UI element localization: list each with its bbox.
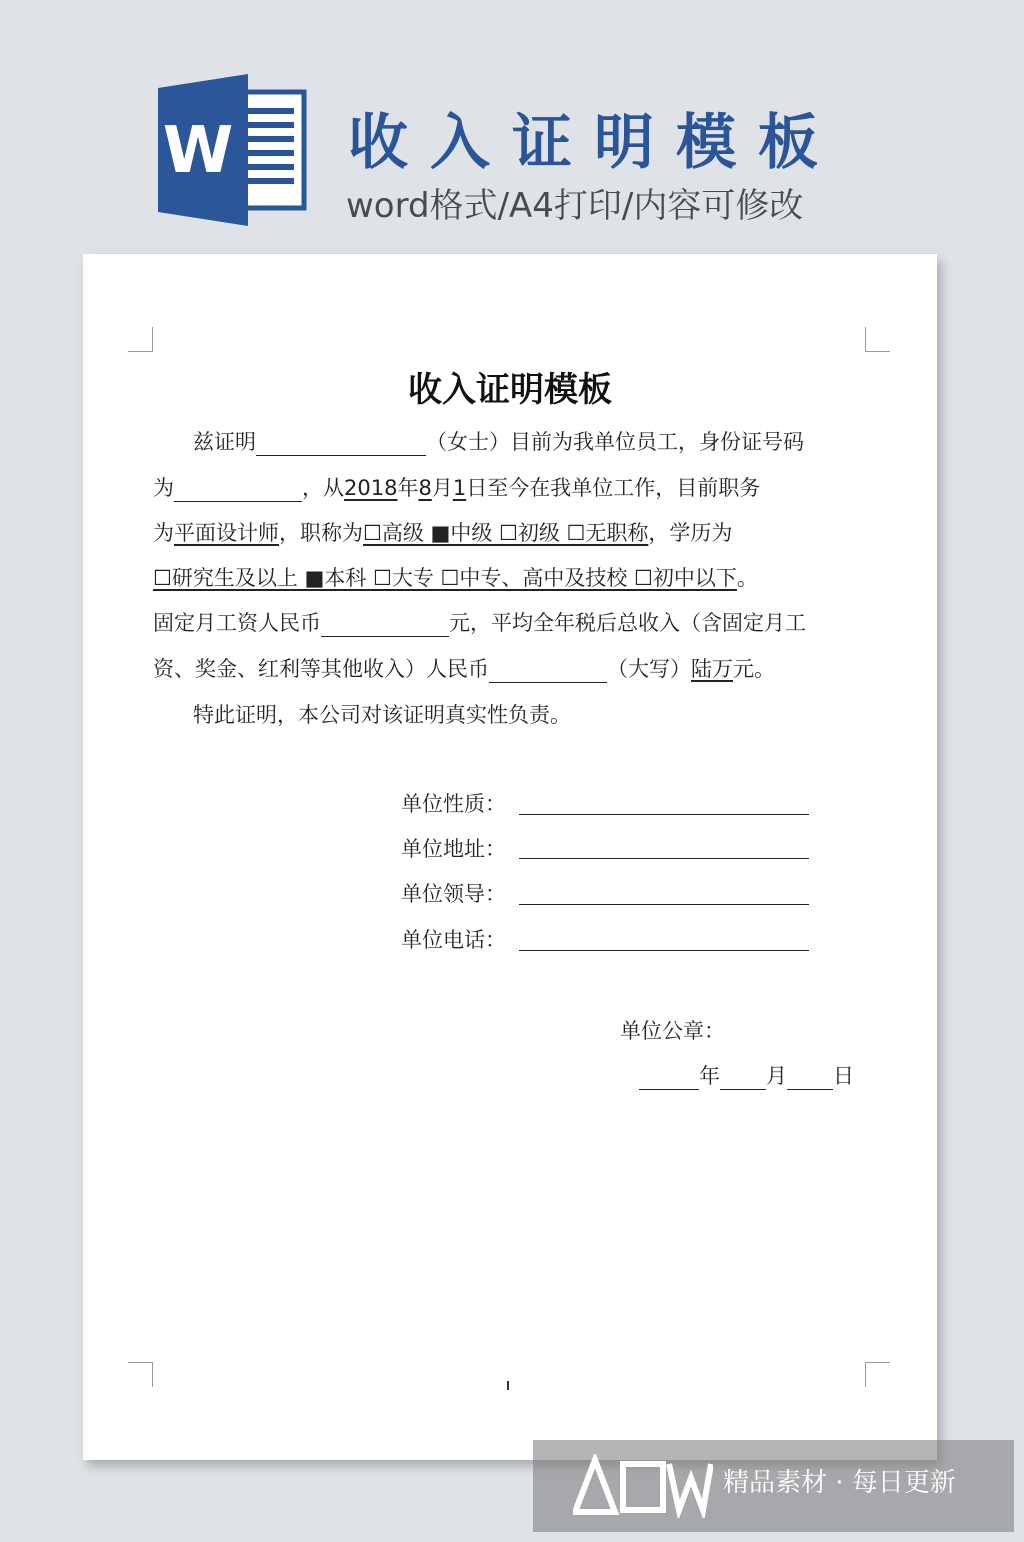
unit-seal-label: 单位公章： [620,1019,725,1043]
paragraph-line-6: 资、奖金、红利等其他收入）人民币 （大写）陆万元。 [153,657,775,681]
unit-phone-input-line[interactable] [519,950,809,951]
start-day[interactable]: 1 [452,476,467,500]
unit-nature-input-line[interactable] [519,814,809,815]
margin-corner-bottom-right [865,1362,890,1387]
professional-title-options[interactable]: ☐高级 ■中级 ☐初级 ☐无职称 [363,521,649,545]
watermark-banner [533,1440,1014,1532]
unit-leader-input-line[interactable] [519,904,809,905]
paragraph-line-7: 特此证明，本公司对该证明真实性负责。 [193,703,571,727]
paragraph-line-2: 为 ，从2018年8月1日至今在我单位工作，目前职务 [153,476,761,500]
margin-corner-top-right [865,327,890,352]
document-title: 收入证明模板 [408,370,612,410]
position-value[interactable]: 平面设计师 [174,521,279,545]
header-subtitle: word格式/A4打印/内容可修改 [346,186,804,226]
annual-income-words[interactable]: 陆万 [691,657,733,681]
text-cursor [507,1381,509,1390]
margin-corner-top-left [128,327,153,352]
unit-phone-label: 单位电话： [401,928,506,952]
document-page [83,254,937,1460]
education-options[interactable]: ☐研究生及以上 ■本科 ☐大专 ☐中专、高中及技校 ☐初中以下 [153,566,737,590]
name-blank[interactable] [256,433,426,456]
unit-leader-label: 单位领导： [401,882,506,906]
word-logo-letter: W [162,114,234,188]
start-year[interactable]: 2018 [344,476,398,500]
word-document-icon [158,74,308,226]
annual-income-blank[interactable] [489,660,607,683]
monthly-salary-blank[interactable] [321,614,449,637]
paragraph-line-4: ☐研究生及以上 ■本科 ☐大专 ☐中专、高中及技校 ☐初中以下。 [153,566,758,590]
watermark-tagline: 精品素材 · 每日更新 [723,1468,956,1498]
id-number-blank[interactable] [174,479,302,502]
margin-corner-bottom-left [128,1362,153,1387]
paragraph-line-5: 固定月工资人民币 元，平均全年税后总收入（含固定月工 [153,611,806,635]
unit-nature-label: 单位性质： [401,792,506,816]
paragraph-line-3: 为平面设计师，职称为☐高级 ■中级 ☐初级 ☐无职称，学历为 [153,521,733,545]
date-line: 年 月 日 [639,1060,879,1090]
date-month-blank[interactable] [720,1067,766,1090]
header [0,0,1024,250]
date-year-blank[interactable] [639,1067,699,1090]
header-title: 收入证明模板 [348,108,840,178]
unit-address-label: 单位地址： [401,837,506,861]
start-month[interactable]: 8 [418,476,432,500]
date-day-blank[interactable] [787,1067,833,1090]
paragraph-line-1: 兹证明 （女士）目前为我单位员工，身份证号码 [193,430,804,454]
watermark-logo-icon [573,1454,713,1518]
unit-address-input-line[interactable] [519,858,809,859]
